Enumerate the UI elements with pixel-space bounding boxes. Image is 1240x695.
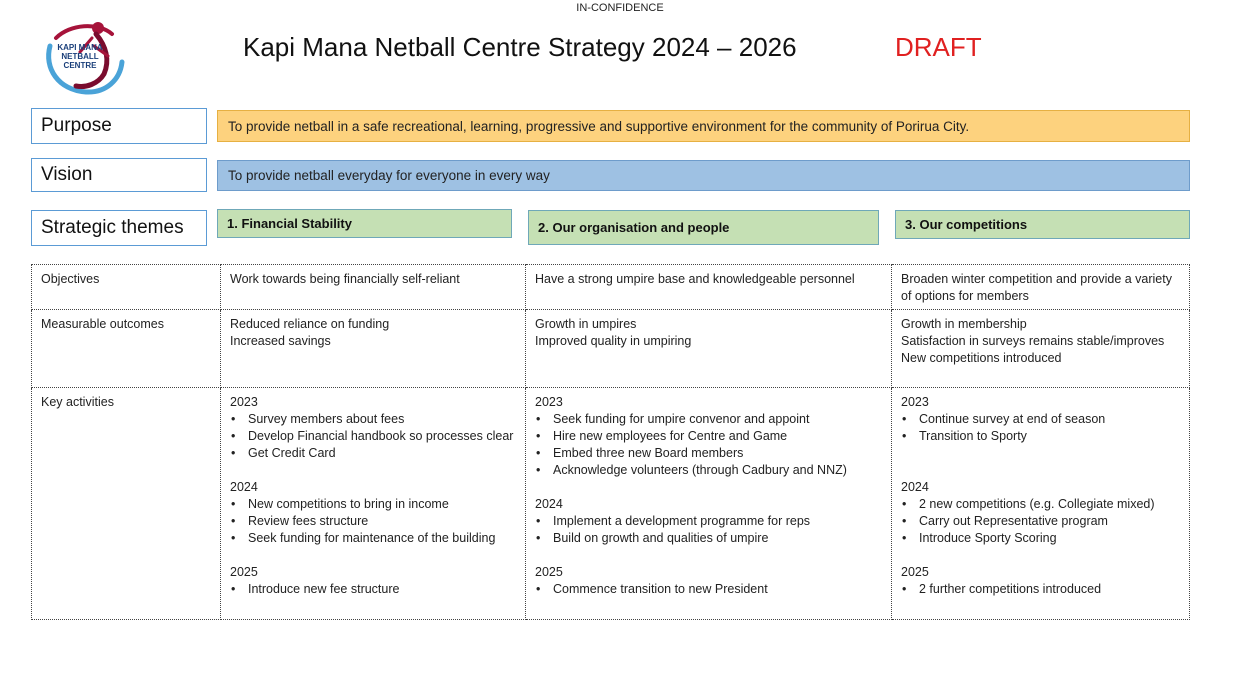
activity-item: • Embed three new Board members [535,445,883,462]
outcome-line: Improved quality in umpiring [535,334,692,348]
activity-item: • New competitions to bring in income [230,496,517,513]
objective-competitions: Broaden winter competition and provide a variety of options for members [892,265,1190,310]
activity-item: • 2 new competitions (e.g. Collegiate mixed) [901,496,1181,513]
vision-text: To provide netball everyday for everyone in every way [217,160,1190,191]
activities-label: Key activities [32,388,221,620]
logo-text: KAPI MANA NETBALL CENTRE [57,43,103,70]
kapi-mana-logo [36,16,128,96]
activity-list [901,496,1181,547]
outcome-line: New competitions introduced [901,351,1062,365]
activity-item: • Commence transition to new President [535,581,883,598]
activity-item: • Survey members about fees [230,411,517,428]
year-heading: 2023 [230,395,258,409]
year-heading: 2025 [535,565,563,579]
year-heading: 2023 [535,395,563,409]
objective-financial: Work towards being financially self-reliant [221,265,526,310]
outcomes-row [32,310,1190,388]
theme-financial-stability: 1. Financial Stability [217,209,512,238]
purpose-text: To provide netball in a safe recreational, learning, progressive and supportive environment for the community of Porirua City. [217,110,1190,142]
activity-item: • Acknowledge volunteers (through Cadbury and NNZ) [535,462,883,479]
draft-status-label: DRAFT [895,32,982,62]
outcomes-label: Measurable outcomes [32,310,221,388]
outcome-line: Reduced reliance on funding [230,317,390,331]
confidentiality-label: IN-CONFIDENCE [576,2,664,14]
outcomes-organisation [526,310,892,388]
activity-item: • Implement a development programme for reps [535,513,883,530]
activities-row [32,388,1190,620]
outcome-line: Growth in umpires [535,317,637,331]
activity-item: • Carry out Representative program [901,513,1181,530]
outcome-line: Increased savings [230,334,331,348]
activity-item: • Seek funding for umpire convenor and appoint [535,411,883,428]
activities-competitions [892,388,1190,620]
year-heading: 2024 [230,480,258,494]
activity-item: • Seek funding for maintenance of the building [230,530,517,547]
objectives-label: Objectives [32,265,221,310]
activity-item: • Review fees structure [230,513,517,530]
activity-list [535,411,883,479]
activity-item: • Develop Financial handbook so processes clear [230,428,517,445]
year-heading: 2025 [230,565,258,579]
year-heading: 2023 [901,395,929,409]
objective-organisation: Have a strong umpire base and knowledgeable personnel [526,265,892,310]
outcomes-competitions [892,310,1190,388]
activities-financial [221,388,526,620]
activity-item: • Introduce Sporty Scoring [901,530,1181,547]
vision-label: Vision [31,158,207,192]
activity-item: • Continue survey at end of season [901,411,1181,428]
outcome-line: Satisfaction in surveys remains stable/improves [901,334,1165,348]
activity-list [230,496,517,547]
year-heading: 2025 [901,565,929,579]
activity-list [230,411,517,462]
activity-item: • Hire new employees for Centre and Game [535,428,883,445]
outcomes-financial [221,310,526,388]
activity-list [535,581,883,598]
activity-list [901,411,1181,445]
activity-item: • 2 further competitions introduced [901,581,1181,598]
theme-organisation-people: 2. Our organisation and people [528,210,879,245]
page-title: Kapi Mana Netball Centre Strategy 2024 – 2026 [243,32,797,62]
year-heading: 2024 [901,480,929,494]
strategy-table [31,264,1190,620]
activities-organisation [526,388,892,620]
activity-list [901,581,1181,598]
activity-item: • Transition to Sporty [901,428,1181,445]
activity-item: • Introduce new fee structure [230,581,517,598]
outcome-line: Growth in membership [901,317,1027,331]
strategic-themes-label: Strategic themes [31,210,207,246]
activity-list [535,513,883,547]
objectives-row [32,265,1190,310]
purpose-label: Purpose [31,108,207,144]
theme-competitions: 3. Our competitions [895,210,1190,239]
activity-item: • Get Credit Card [230,445,517,462]
year-heading: 2024 [535,497,563,511]
activity-item: • Build on growth and qualities of umpire [535,530,883,547]
activity-list [230,581,517,598]
